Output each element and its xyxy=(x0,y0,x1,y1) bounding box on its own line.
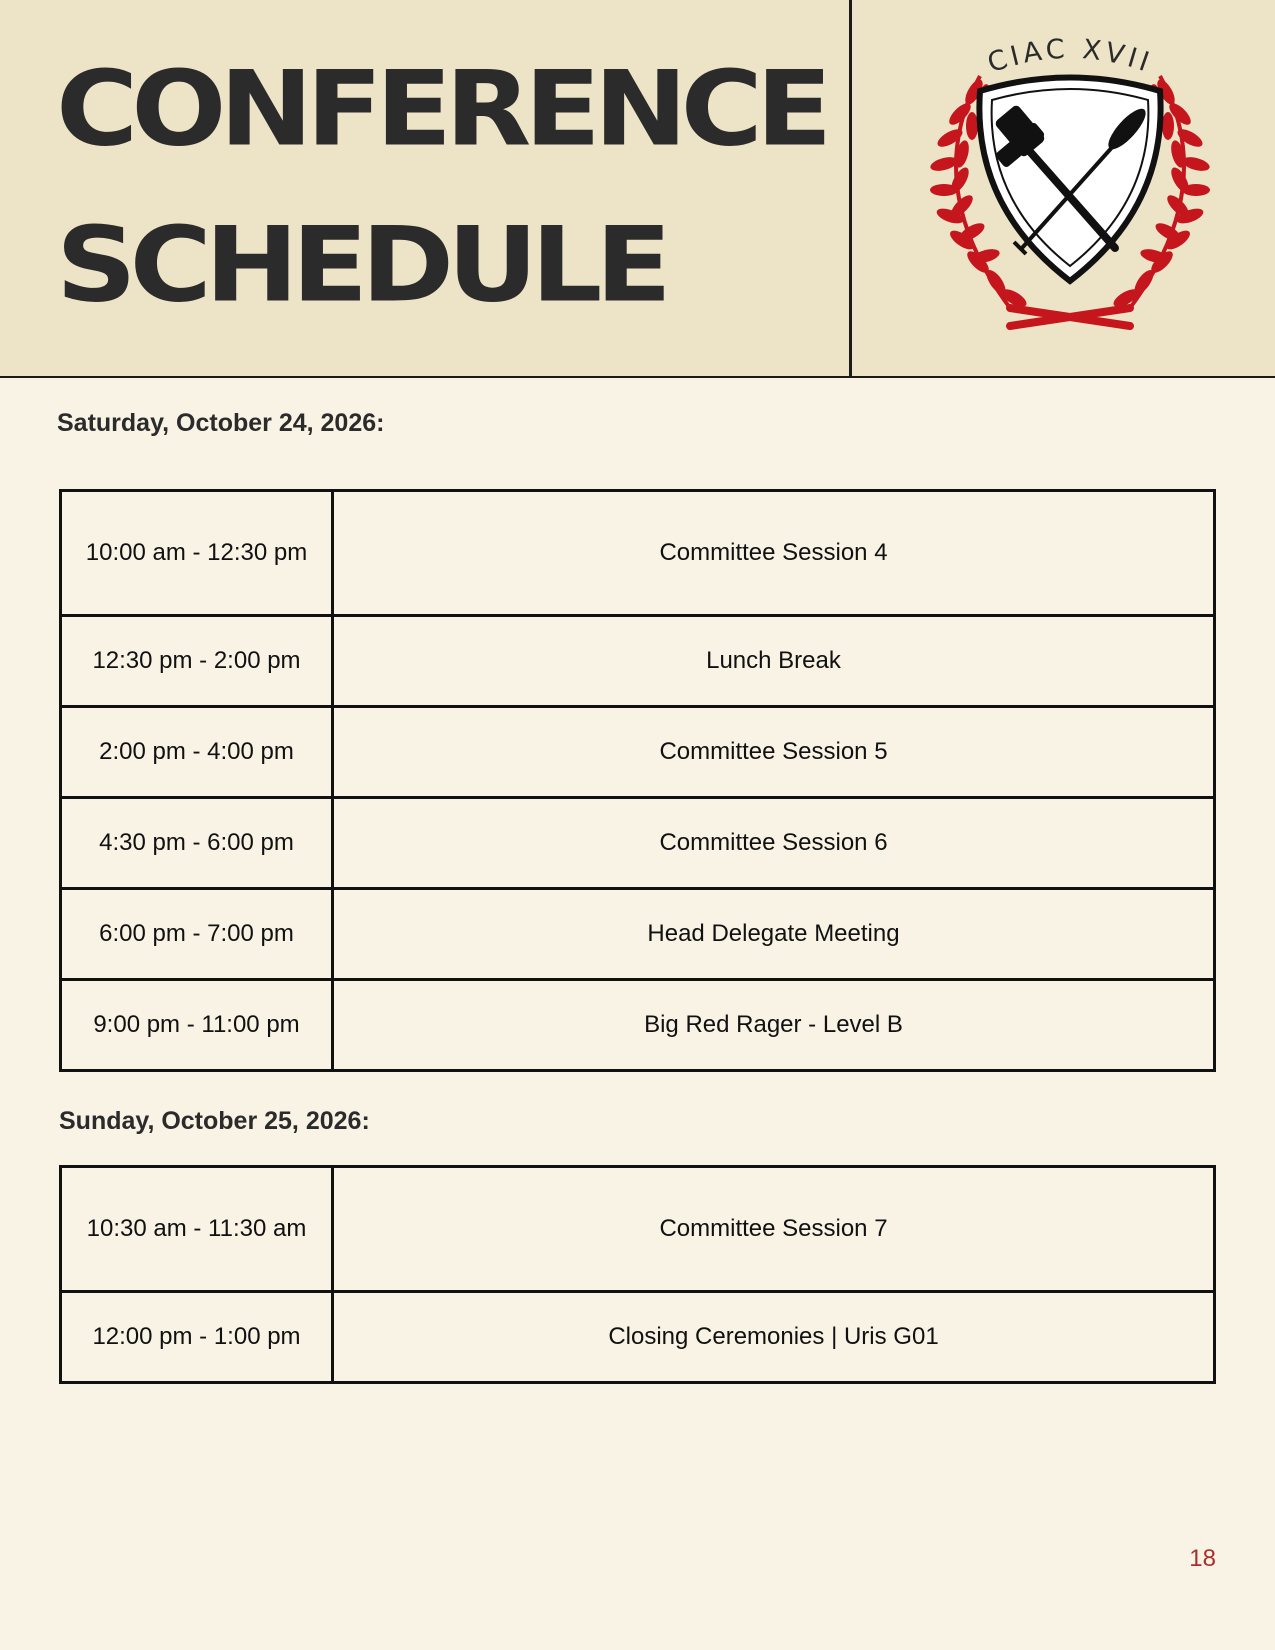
time-cell: 6:00 pm - 7:00 pm xyxy=(61,889,333,980)
schedule-table-sunday xyxy=(59,1165,1216,1384)
event-cell: Big Red Rager - Level B xyxy=(333,980,1215,1071)
shield-icon xyxy=(979,78,1160,282)
time-cell: 10:00 am - 12:30 pm xyxy=(61,491,333,616)
table-row xyxy=(61,889,1215,980)
event-cell: Committee Session 7 xyxy=(333,1167,1215,1292)
event-cell: Closing Ceremonies | Uris G01 xyxy=(333,1292,1215,1383)
time-cell: 12:00 pm - 1:00 pm xyxy=(61,1292,333,1383)
time-cell: 2:00 pm - 4:00 pm xyxy=(61,707,333,798)
schedule-table-saturday xyxy=(59,489,1216,1072)
table-row xyxy=(61,616,1215,707)
event-cell: Committee Session 5 xyxy=(333,707,1215,798)
laurel-shield-crest-icon xyxy=(910,36,1230,336)
day-heading-sunday: Sunday, October 25, 2026: xyxy=(59,1107,370,1135)
time-cell: 9:00 pm - 11:00 pm xyxy=(61,980,333,1071)
header-divider xyxy=(849,0,852,376)
page-title-line-1: CONFERENCE xyxy=(56,49,826,170)
event-cell: Committee Session 4 xyxy=(333,491,1215,616)
day-heading-saturday: Saturday, October 24, 2026: xyxy=(57,409,385,437)
crest-text: CIAC XVII xyxy=(983,36,1157,80)
event-cell: Head Delegate Meeting xyxy=(333,889,1215,980)
page-header xyxy=(0,0,1275,378)
table-row xyxy=(61,980,1215,1071)
event-cell: Lunch Break xyxy=(333,616,1215,707)
time-cell: 10:30 am - 11:30 am xyxy=(61,1167,333,1292)
time-cell: 4:30 pm - 6:00 pm xyxy=(61,798,333,889)
table-row xyxy=(61,798,1215,889)
time-cell: 12:30 pm - 2:00 pm xyxy=(61,616,333,707)
table-row xyxy=(61,707,1215,798)
table-row xyxy=(61,491,1215,616)
table-row xyxy=(61,1292,1215,1383)
page-title-line-2: SCHEDULE xyxy=(56,205,665,326)
page-number: 18 xyxy=(1189,1545,1216,1572)
table-row xyxy=(61,1167,1215,1292)
event-cell: Committee Session 6 xyxy=(333,798,1215,889)
